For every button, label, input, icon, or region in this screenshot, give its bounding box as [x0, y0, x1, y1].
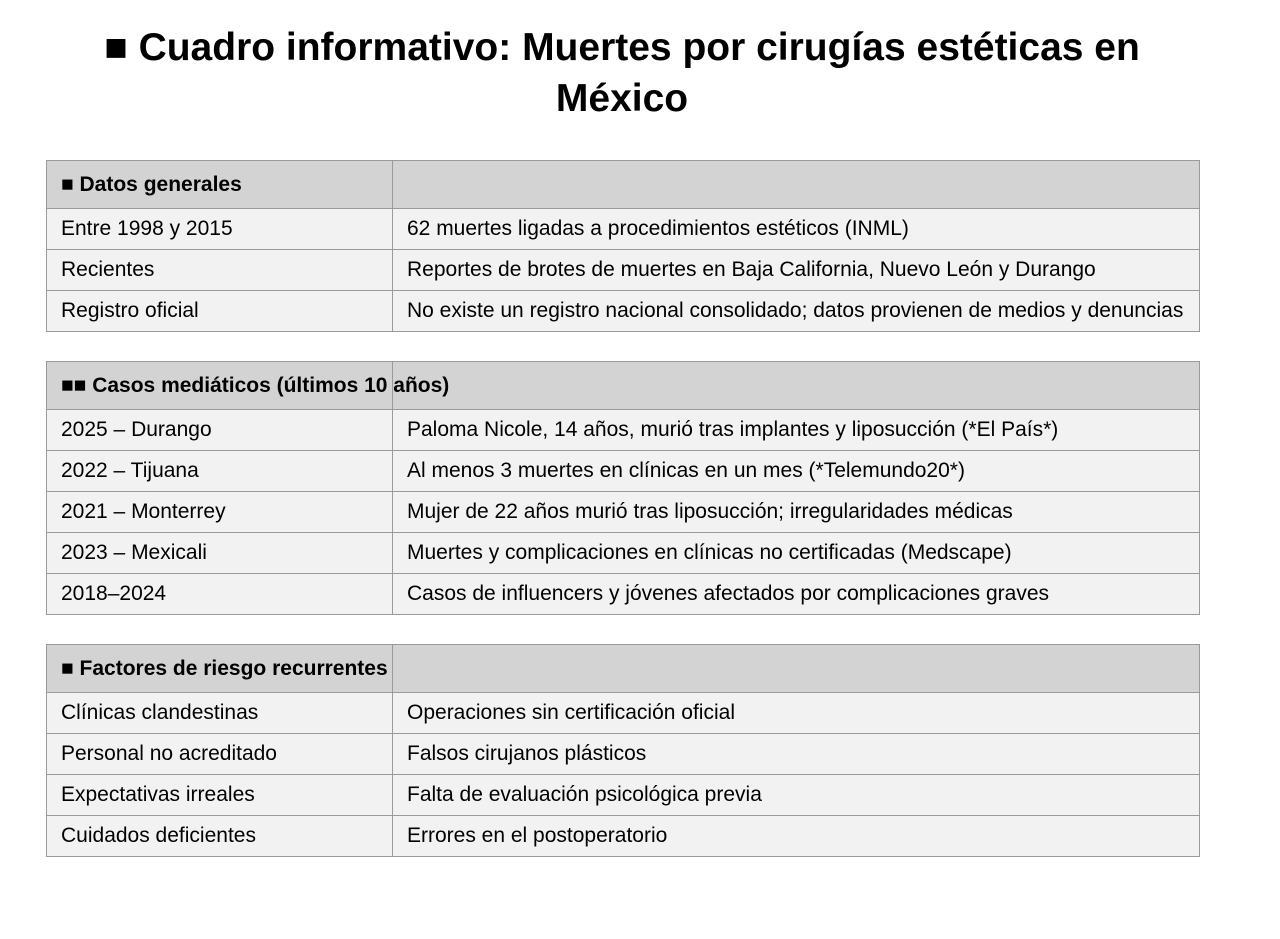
row-label: Registro oficial	[47, 291, 393, 332]
risk-factors-table	[46, 644, 1200, 857]
row-label: Entre 1998 y 2015	[47, 209, 393, 250]
row-label: Cuidados deficientes	[47, 816, 393, 857]
table-row	[47, 775, 1200, 816]
row-label: Clínicas clandestinas	[47, 693, 393, 734]
section-header-label: ■ Datos generales	[61, 172, 242, 196]
section-header-cell	[47, 161, 393, 209]
table-row	[47, 693, 1200, 734]
row-value: Mujer de 22 años murió tras liposucción; irregularidades médicas	[393, 492, 1200, 533]
table-row	[47, 574, 1200, 615]
table-row	[47, 492, 1200, 533]
section-header-cell	[47, 645, 393, 693]
row-value: Casos de influencers y jóvenes afectados por complicaciones graves	[393, 574, 1200, 615]
table-row	[47, 250, 1200, 291]
table-row	[47, 734, 1200, 775]
section-header-label: ■■ Casos mediáticos (últimos 10 años)	[61, 373, 450, 397]
section-header-cell	[47, 362, 450, 410]
row-label: 2021 – Monterrey	[47, 492, 393, 533]
row-label: 2025 – Durango	[47, 410, 393, 451]
row-value: Operaciones sin certificación oficial	[393, 693, 1200, 734]
table-row	[47, 816, 1200, 857]
section-header-empty-cell	[393, 362, 1200, 410]
general-data-table	[46, 160, 1200, 332]
row-value: Paloma Nicole, 14 años, murió tras implantes y liposucción (*El País*)	[393, 410, 1200, 451]
table-row	[47, 291, 1200, 332]
row-label: 2023 – Mexicali	[47, 533, 393, 574]
row-label: 2022 – Tijuana	[47, 451, 393, 492]
media-cases-table	[46, 361, 1200, 615]
table-header-row	[47, 362, 1200, 410]
page-title: ■ Cuadro informativo: Muertes por cirugías estéticas en México	[104, 26, 1140, 120]
row-label: Expectativas irreales	[47, 775, 393, 816]
table-row	[47, 410, 1200, 451]
row-value: Muertes y complicaciones en clínicas no certificadas (Medscape)	[393, 533, 1200, 574]
section-header-label: ■ Factores de riesgo recurrentes	[61, 656, 388, 680]
row-value: Al menos 3 muertes en clínicas en un mes (*Telemundo20*)	[393, 451, 1200, 492]
row-value: 62 muertes ligadas a procedimientos estéticos (INML)	[393, 209, 1200, 250]
row-label: Recientes	[47, 250, 393, 291]
row-value: Reportes de brotes de muertes en Baja California, Nuevo León y Durango	[393, 250, 1200, 291]
section-header-empty-cell	[393, 645, 1200, 693]
row-label: Personal no acreditado	[47, 734, 393, 775]
table-row	[47, 451, 1200, 492]
row-value: Falta de evaluación psicológica previa	[393, 775, 1200, 816]
table-header-row	[47, 645, 1200, 693]
table-row	[47, 209, 1200, 250]
row-value: No existe un registro nacional consolidado; datos provienen de medios y denuncias	[393, 291, 1200, 332]
row-label: 2018–2024	[47, 574, 393, 615]
row-value: Errores en el postoperatorio	[393, 816, 1200, 857]
row-value: Falsos cirujanos plásticos	[393, 734, 1200, 775]
table-header-row	[47, 161, 1200, 209]
section-header-empty-cell	[393, 161, 1200, 209]
table-row	[47, 533, 1200, 574]
